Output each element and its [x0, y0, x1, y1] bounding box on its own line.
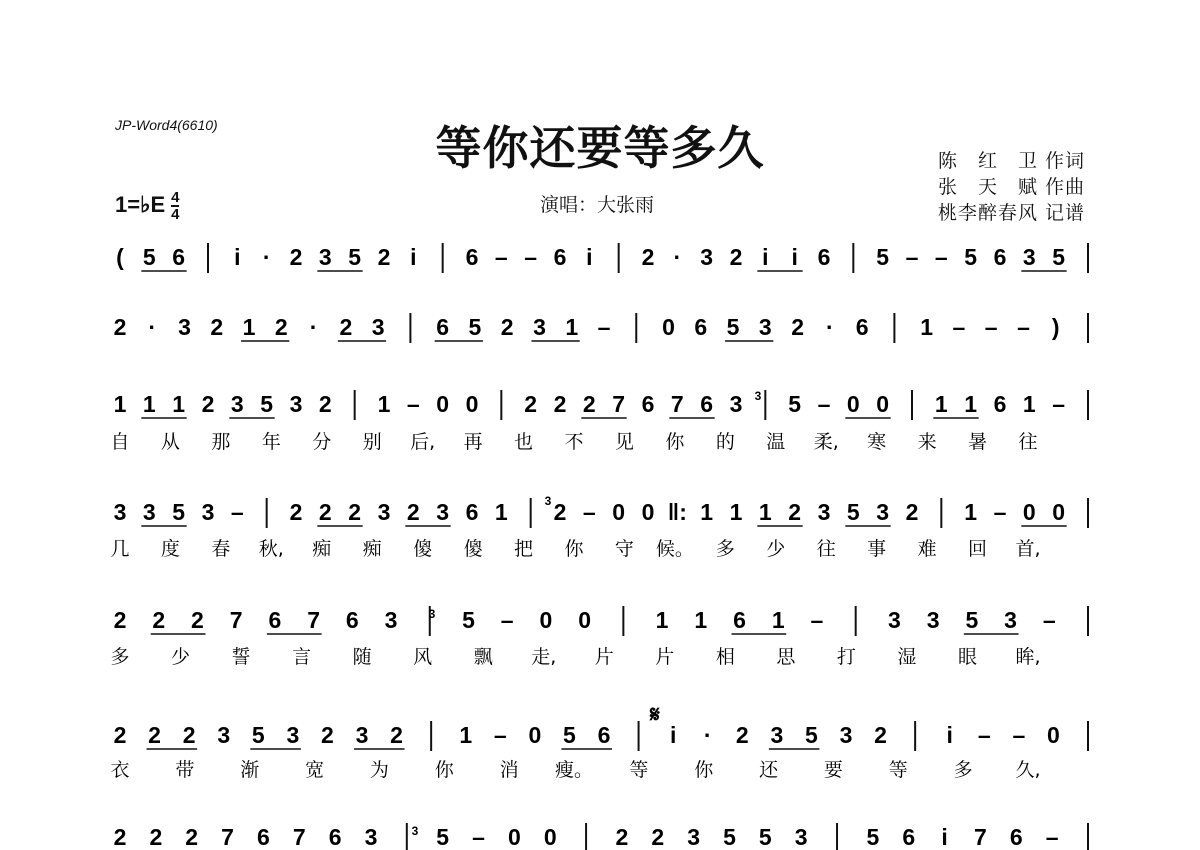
jianpu-note: 3 — [888, 607, 901, 633]
jianpu-note: 2 — [152, 607, 166, 633]
lyric-char: 带 — [175, 759, 195, 781]
jianpu-note: 2 — [113, 824, 127, 850]
jianpu-note: 3 — [230, 391, 244, 417]
jianpu-note: 2 — [582, 391, 596, 417]
lyric-char: 候。 — [655, 538, 694, 560]
jianpu-note: 7 — [974, 824, 987, 850]
lyric-char: 誓 — [231, 646, 251, 668]
jianpu-note: 5 — [436, 824, 450, 850]
jianpu-note: 2 — [149, 824, 163, 850]
jianpu-note: 2 — [182, 722, 196, 748]
jianpu-note: i — [762, 244, 769, 270]
lyricist-credit: 陈 红 卫 作词 — [937, 150, 1085, 172]
jianpu-note: 0 — [436, 391, 450, 417]
lyric-char: 湿 — [897, 646, 917, 668]
lyric-char: 别 — [362, 431, 382, 453]
jianpu-note: 6 — [345, 607, 359, 633]
lyric-char: 思 — [776, 646, 796, 668]
jianpu-note: 2 — [289, 244, 303, 270]
jianpu-note: 3 — [436, 499, 450, 525]
jianpu-note: 7 — [292, 824, 306, 850]
jianpu-note: – — [472, 824, 485, 850]
lyric-char: 事 — [867, 538, 887, 560]
jianpu-note: i — [586, 244, 593, 270]
singer-label: 演唱：大张雨 — [540, 194, 655, 216]
jianpu-note: 6 — [465, 499, 479, 525]
jianpu-note: – — [597, 314, 611, 340]
lyric-char: 随 — [352, 646, 372, 668]
jianpu-note: 1 — [1022, 391, 1036, 417]
lyric-char: 再 — [463, 431, 483, 453]
lyric-char: 久, — [1015, 759, 1041, 781]
lyric-char: 瘦。 — [554, 759, 594, 781]
jianpu-note: 3 — [770, 722, 784, 748]
jianpu-note: 2 — [339, 314, 353, 340]
jianpu-note: 2 — [791, 314, 804, 340]
jianpu-note: 5 — [142, 244, 156, 270]
jianpu-note: 2 — [289, 499, 303, 525]
jianpu-note: 1 — [964, 391, 978, 417]
jianpu-note: – — [500, 607, 514, 633]
jianpu-note: ) — [1051, 314, 1060, 340]
lyric-char: 见 — [614, 431, 634, 453]
jianpu-note: 3 — [926, 607, 940, 633]
lyric-char: 你 — [434, 759, 454, 781]
jianpu-note: 2 — [651, 824, 665, 850]
jianpu-note: 2 — [318, 391, 332, 417]
jianpu-note: 3 — [113, 499, 127, 525]
jianpu-note: 3 — [1004, 607, 1017, 633]
jianpu-note: – — [1012, 722, 1026, 748]
jianpu-note: 5 — [251, 722, 265, 748]
jianpu-note: – — [406, 391, 420, 417]
jianpu-note: – — [582, 499, 596, 525]
jianpu-note: 1 — [964, 499, 978, 525]
lyric-char: 要 — [823, 759, 843, 781]
jianpu-note: i — [941, 824, 948, 850]
lyric-char: 走, — [531, 646, 557, 668]
jianpu-note: 6 — [328, 824, 342, 850]
jianpu-note: 1 — [934, 391, 948, 417]
lyric-char: 春 — [211, 538, 231, 560]
jianpu-note: 1 — [758, 499, 772, 525]
jianpu-note: · — [262, 244, 271, 270]
lyric-char: 秋, — [258, 538, 284, 560]
jianpu-note: 2 — [390, 722, 403, 748]
jianpu-note: 5 — [1052, 244, 1066, 270]
jianpu-note: 0 — [507, 824, 521, 850]
jianpu-note: 1 — [920, 314, 934, 340]
lyric-char: 暑 — [968, 431, 988, 453]
lyric-char: 眸, — [1015, 646, 1041, 668]
jianpu-note: 1 — [771, 607, 785, 633]
jianpu-note: 6 — [553, 244, 567, 270]
grace-note: 3 — [544, 494, 552, 508]
jianpu-note: 1 — [142, 391, 156, 417]
jianpu-note: 6 — [993, 244, 1007, 270]
jianpu-note: 2 — [729, 244, 743, 270]
jianpu-note: 3 — [142, 499, 156, 525]
jianpu-note: 5 — [348, 244, 362, 270]
jianpu-note: 3 — [289, 391, 303, 417]
lyric-char: 少 — [171, 646, 191, 668]
lyric-char: 把 — [514, 538, 534, 560]
jianpu-note: 5 — [468, 314, 482, 340]
jianpu-note: 3 — [355, 722, 369, 748]
segno-mark: 𝄋 — [650, 701, 660, 727]
jianpu-note: 1 — [729, 499, 743, 525]
jianpu-note: 6 — [641, 391, 655, 417]
jianpu-note: 0 — [539, 607, 553, 633]
grace-note: 3 — [411, 824, 419, 838]
jianpu-note: 5 — [563, 722, 576, 748]
jianpu-note: 1 — [242, 314, 256, 340]
lyric-char: 片 — [594, 646, 614, 668]
jianpu-note: 2 — [185, 824, 199, 850]
lyric-char: 后, — [410, 431, 436, 453]
lyric-char: 打 — [836, 646, 856, 668]
lyric-char: 多 — [110, 646, 130, 668]
jianpu-note: 5 — [758, 824, 772, 850]
jianpu-note: 7 — [221, 824, 234, 850]
jianpu-note: 6 — [436, 314, 450, 340]
jianpu-note: 7 — [307, 607, 320, 633]
jianpu-note: i — [946, 722, 953, 748]
jianpu-note: 5 — [876, 244, 890, 270]
jianpu-note: 1 — [172, 391, 186, 417]
jianpu-note: 3 — [377, 499, 391, 525]
jianpu-note: 1 — [565, 314, 579, 340]
jianpu-note: 3 — [217, 722, 231, 748]
lyric-char: 度 — [160, 538, 180, 560]
jianpu-note: – — [905, 244, 919, 270]
lyric-char: 年 — [261, 431, 281, 453]
lyric-char: 分 — [312, 431, 332, 453]
lyric-char: 言 — [292, 646, 312, 668]
lyric-char: 柔, — [813, 431, 839, 453]
lyric-char: 痴 — [362, 538, 382, 560]
jianpu-note: – — [494, 244, 508, 270]
jianpu-note: – — [1042, 607, 1056, 633]
jianpu-note: 7 — [612, 391, 626, 417]
jianpu-note: – — [817, 391, 831, 417]
jianpu-note: 6 — [172, 244, 186, 270]
jianpu-note: 3 — [817, 499, 831, 525]
jianpu-note: 2 — [553, 391, 567, 417]
jianpu-note: 0 — [662, 314, 675, 340]
lyric-char: 消 — [499, 759, 519, 781]
composer-credit: 张 天 赋 作曲 — [937, 176, 1085, 198]
jianpu-note: 3 — [371, 314, 385, 340]
jianpu-note: 6 — [700, 391, 714, 417]
time-top: 4 — [171, 189, 180, 206]
jianpu-note: 5 — [866, 824, 880, 850]
jianpu-note: i — [234, 244, 241, 270]
jianpu-note: 5 — [462, 607, 475, 633]
jianpu-note: 0 — [1022, 499, 1036, 525]
lyric-char: 寒 — [867, 431, 887, 453]
jianpu-note: 0 — [612, 499, 626, 525]
jianpu-note: 0 — [846, 391, 860, 417]
grace-note: 3 — [754, 389, 762, 403]
lyric-char: 的 — [715, 431, 735, 453]
lyric-char: 还 — [759, 759, 779, 781]
jianpu-note: – — [810, 607, 824, 633]
jianpu-note: 2 — [788, 499, 802, 525]
jianpu-note: – — [993, 499, 1007, 525]
lyric-char: 回 — [968, 538, 988, 560]
lyric-char: 从 — [160, 431, 180, 453]
lyric-char: 你 — [665, 431, 685, 453]
jianpu-note: 2 — [113, 722, 127, 748]
lyric-char: 来 — [917, 431, 937, 453]
jianpu-note: – — [1045, 824, 1059, 850]
jianpu-note: i — [410, 244, 417, 270]
lyric-char: 宽 — [305, 759, 325, 781]
lyric-char: 你 — [564, 538, 584, 560]
lyric-char: 往 — [816, 538, 836, 560]
lyric-char: 傻 — [463, 538, 483, 560]
jianpu-note: 3 — [1022, 244, 1036, 270]
lyric-char: 衣 — [110, 759, 130, 781]
jianpu-note: 2 — [148, 722, 161, 748]
lyric-char: 等 — [888, 759, 908, 781]
lyric-char: 傻 — [413, 538, 433, 560]
jianpu-note: 3 — [286, 722, 300, 748]
jianpu-note: · — [148, 314, 157, 340]
jianpu-note: 3 — [794, 824, 808, 850]
jianpu-note: – — [493, 722, 507, 748]
jianpu-note: 2 — [500, 314, 514, 340]
jianpu-note: 0 — [1047, 722, 1060, 748]
jianpu-note: 2 — [406, 499, 420, 525]
lyric-char: 也 — [514, 431, 534, 453]
jianpu-note: 5 — [726, 314, 740, 340]
grace-note: 3 — [428, 607, 436, 621]
jianpu-note: 1 — [655, 607, 669, 633]
jianpu-note: 3 — [384, 607, 398, 633]
lyric-char: 等 — [629, 759, 649, 781]
jianpu-note: 2 — [641, 244, 655, 270]
jianpu-note: 5 — [965, 607, 979, 633]
jianpu-note: i — [791, 244, 798, 270]
jianpu-note: 2 — [321, 722, 334, 748]
jianpu-note: – — [977, 722, 991, 748]
lyric-char: 少 — [766, 538, 786, 560]
jianpu-note: 1 — [113, 391, 127, 417]
jianpu-note: 0 — [1052, 499, 1066, 525]
lyric-char: 几 — [110, 538, 130, 560]
jianpu-note: – — [952, 314, 966, 340]
jianpu-note: 3 — [687, 824, 701, 850]
lyric-char: 风 — [413, 646, 433, 668]
jianpu-note: 3 — [364, 824, 378, 850]
lyric-char: 守 — [614, 538, 634, 560]
jianpu-note: 0 — [543, 824, 557, 850]
jianpu-note: · — [309, 314, 318, 340]
time-bottom: 4 — [171, 206, 180, 223]
jianpu-note: 2 — [274, 314, 288, 340]
lyric-char: 为 — [369, 759, 389, 781]
jianpu-note: 3 — [700, 244, 714, 270]
jianpu-note: – — [524, 244, 538, 270]
jianpu-note: 6 — [993, 391, 1007, 417]
lyric-char: 往 — [1018, 431, 1038, 453]
jianpu-note: 5 — [964, 244, 978, 270]
jianpu-note: 2 — [348, 499, 362, 525]
jianpu-note: 5 — [723, 824, 736, 850]
jianpu-note: 2 — [113, 607, 127, 633]
jianpu-note: · — [826, 314, 834, 340]
key-label: 1=♭E — [115, 191, 166, 217]
jianpu-note: 2 — [905, 499, 919, 525]
jianpu-note: 3 — [201, 499, 215, 525]
jianpu-note: 3 — [729, 391, 743, 417]
lyric-char: 片 — [655, 646, 675, 668]
jianpu-note: 6 — [855, 314, 869, 340]
lyric-char: 多 — [953, 759, 973, 781]
jianpu-note: 1 — [694, 607, 708, 633]
jianpu-note: 5 — [805, 722, 818, 748]
jianpu-note: – — [1017, 314, 1030, 340]
lyric-char: 痴 — [312, 538, 332, 560]
jianpu-note: 6 — [268, 607, 282, 633]
lyric-char: 相 — [715, 646, 735, 668]
jianpu-note: 3 — [318, 244, 332, 270]
jianpu-note: 0 — [641, 499, 655, 525]
jianpu-note: 1 — [700, 499, 714, 525]
lyric-char: 那 — [211, 431, 231, 453]
jianpu-note: 1 — [494, 499, 508, 525]
jianpu-note: – — [934, 244, 948, 270]
jianpu-note: ( — [116, 244, 124, 270]
jianpu-note: 2 — [377, 244, 391, 270]
transcriber-credit: 桃李醉春风 记谱 — [937, 202, 1085, 224]
lyric-char: 渐 — [240, 759, 260, 781]
jianpu-note: 6 — [694, 314, 708, 340]
jianpu-note: 0 — [528, 722, 542, 748]
jianpu-note: 6 — [817, 244, 831, 270]
jianpu-note: 2 — [735, 722, 749, 748]
jianpu-note: 2 — [113, 314, 127, 340]
lyric-char: 首, — [1015, 538, 1041, 560]
jianpu-note: 6 — [465, 244, 479, 270]
lyric-char: 自 — [110, 431, 130, 453]
jianpu-note: 5 — [788, 391, 802, 417]
jianpu-note: 7 — [229, 607, 243, 633]
jianpu-note: 2 — [553, 499, 567, 525]
jianpu-note: 2 — [210, 314, 224, 340]
lyric-char: 眼 — [957, 646, 977, 668]
jianpu-note: 3 — [533, 314, 546, 340]
lyric-char: 温 — [766, 431, 786, 453]
jianpu-note: 2 — [615, 824, 629, 850]
jianpu-note: 6 — [733, 607, 746, 633]
jianpu-note: 2 — [874, 722, 887, 748]
jianpu-note: 1 — [377, 391, 391, 417]
jianpu-note: – — [230, 499, 244, 525]
jianpu-note: 7 — [670, 391, 684, 417]
jianpu-note: 3 — [178, 314, 191, 340]
jianpu-note: 6 — [902, 824, 916, 850]
jianpu-note: i — [669, 722, 677, 748]
jianpu-note: 2 — [191, 607, 204, 633]
jianpu-note: 5 — [172, 499, 186, 525]
jianpu-note: 2 — [318, 499, 332, 525]
jianpu-note: · — [703, 722, 712, 748]
jianpu-note: 6 — [1009, 824, 1023, 850]
jianpu-note: · — [673, 244, 682, 270]
jianpu-note: – — [1052, 391, 1066, 417]
jianpu-note: 2 — [201, 391, 215, 417]
jianpu-note: 5 — [260, 391, 274, 417]
lyric-char: 难 — [917, 538, 937, 560]
jianpu-note: ‖: — [667, 499, 687, 525]
jianpu-note: 3 — [758, 314, 772, 340]
jianpu-note: – — [984, 314, 998, 340]
song-title: 等你还要等多久 — [435, 121, 765, 175]
jianpu-note: 6 — [597, 722, 611, 748]
jianpu-note: 1 — [459, 722, 473, 748]
lyric-char: 不 — [564, 431, 584, 453]
lyric-char: 多 — [715, 538, 735, 560]
lyric-char: 飘 — [473, 646, 493, 668]
jianpu-note: 0 — [465, 391, 479, 417]
jianpu-note: 3 — [876, 499, 890, 525]
jianpu-note: 5 — [846, 499, 860, 525]
jianpu-note: 2 — [524, 391, 538, 417]
jianpu-note: 0 — [578, 607, 592, 633]
software-label: JP-Word4(6610) — [115, 117, 218, 133]
jianpu-note: 0 — [876, 391, 890, 417]
lyric-char: 你 — [694, 759, 714, 781]
jianpu-note: 3 — [839, 722, 853, 748]
jianpu-note: 6 — [257, 824, 270, 850]
